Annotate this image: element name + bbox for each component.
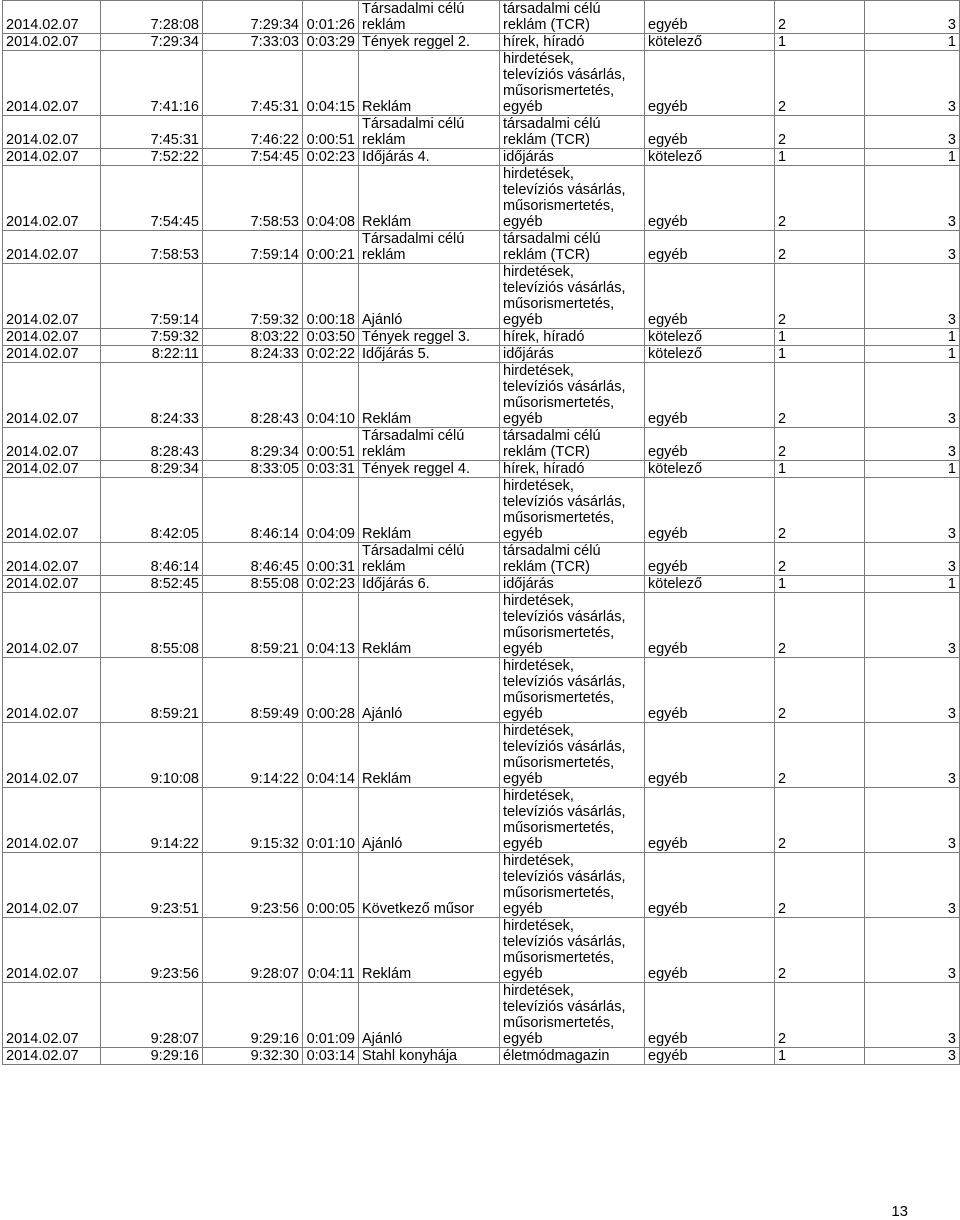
table-row: [3, 853, 960, 918]
end-time-cell: 8:59:49: [203, 658, 303, 723]
start-time-cell: 9:28:07: [101, 983, 203, 1048]
date-cell: 2014.02.07: [3, 264, 101, 329]
category-cell: egyéb: [645, 1048, 775, 1065]
table-row: [3, 658, 960, 723]
genre-cell: időjárás: [500, 149, 645, 166]
code-a-cell: 2: [775, 428, 865, 461]
program-title-cell: Időjárás 5.: [359, 346, 500, 363]
table-row: [3, 461, 960, 478]
table-row: [3, 264, 960, 329]
category-cell: egyéb: [645, 166, 775, 231]
code-a-cell: 1: [775, 1048, 865, 1065]
genre-cell: időjárás: [500, 346, 645, 363]
code-b-cell: 3: [865, 166, 960, 231]
program-title-cell: Társadalmi célú reklám: [359, 428, 500, 461]
code-b-cell: 1: [865, 34, 960, 51]
table-row: [3, 329, 960, 346]
code-a-cell: 2: [775, 788, 865, 853]
start-time-cell: 7:45:31: [101, 116, 203, 149]
code-b-cell: 3: [865, 116, 960, 149]
program-title-cell: Reklám: [359, 166, 500, 231]
end-time-cell: 8:29:34: [203, 428, 303, 461]
code-b-cell: 3: [865, 543, 960, 576]
date-cell: 2014.02.07: [3, 329, 101, 346]
duration-cell: 0:04:10: [303, 363, 359, 428]
end-time-cell: 7:59:32: [203, 264, 303, 329]
start-time-cell: 8:22:11: [101, 346, 203, 363]
broadcast-log-body: [3, 1, 960, 1065]
genre-cell: hirdetések, televíziós vásárlás, műsorismertetés, egyéb: [500, 723, 645, 788]
duration-cell: 0:01:10: [303, 788, 359, 853]
end-time-cell: 7:45:31: [203, 51, 303, 116]
table-row: [3, 788, 960, 853]
genre-cell: időjárás: [500, 576, 645, 593]
genre-cell: hirdetések, televíziós vásárlás, műsorismertetés, egyéb: [500, 264, 645, 329]
code-b-cell: 3: [865, 723, 960, 788]
code-a-cell: 2: [775, 478, 865, 543]
duration-cell: 0:04:14: [303, 723, 359, 788]
code-a-cell: 2: [775, 116, 865, 149]
code-a-cell: 2: [775, 264, 865, 329]
start-time-cell: 9:14:22: [101, 788, 203, 853]
code-b-cell: 3: [865, 593, 960, 658]
date-cell: 2014.02.07: [3, 576, 101, 593]
code-a-cell: 2: [775, 51, 865, 116]
start-time-cell: 7:59:32: [101, 329, 203, 346]
program-title-cell: Tények reggel 2.: [359, 34, 500, 51]
code-a-cell: 2: [775, 543, 865, 576]
duration-cell: 0:00:31: [303, 543, 359, 576]
table-row: [3, 576, 960, 593]
category-cell: kötelező: [645, 329, 775, 346]
code-b-cell: 3: [865, 1, 960, 34]
program-title-cell: Társadalmi célú reklám: [359, 116, 500, 149]
broadcast-log-table: [2, 0, 960, 1065]
end-time-cell: 8:24:33: [203, 346, 303, 363]
duration-cell: 0:04:09: [303, 478, 359, 543]
table-row: [3, 51, 960, 116]
duration-cell: 0:03:31: [303, 461, 359, 478]
table-row: [3, 34, 960, 51]
program-title-cell: Ajánló: [359, 983, 500, 1048]
duration-cell: 0:00:51: [303, 428, 359, 461]
code-b-cell: 3: [865, 853, 960, 918]
code-b-cell: 3: [865, 363, 960, 428]
end-time-cell: 7:29:34: [203, 1, 303, 34]
table-row: [3, 166, 960, 231]
category-cell: egyéb: [645, 428, 775, 461]
category-cell: egyéb: [645, 723, 775, 788]
code-b-cell: 3: [865, 918, 960, 983]
genre-cell: társadalmi célú reklám (TCR): [500, 428, 645, 461]
code-a-cell: 1: [775, 346, 865, 363]
date-cell: 2014.02.07: [3, 478, 101, 543]
table-row: [3, 543, 960, 576]
start-time-cell: 7:52:22: [101, 149, 203, 166]
genre-cell: társadalmi célú reklám (TCR): [500, 543, 645, 576]
date-cell: 2014.02.07: [3, 346, 101, 363]
genre-cell: hírek, híradó: [500, 329, 645, 346]
code-a-cell: 2: [775, 593, 865, 658]
end-time-cell: 9:32:30: [203, 1048, 303, 1065]
code-a-cell: 2: [775, 658, 865, 723]
page-number: 13: [891, 1203, 908, 1220]
program-title-cell: Tények reggel 4.: [359, 461, 500, 478]
end-time-cell: 9:29:16: [203, 983, 303, 1048]
code-b-cell: 1: [865, 461, 960, 478]
category-cell: kötelező: [645, 34, 775, 51]
duration-cell: 0:03:50: [303, 329, 359, 346]
category-cell: egyéb: [645, 593, 775, 658]
program-title-cell: Tények reggel 3.: [359, 329, 500, 346]
table-row: [3, 918, 960, 983]
genre-cell: hirdetések, televíziós vásárlás, műsorismertetés, egyéb: [500, 853, 645, 918]
code-a-cell: 1: [775, 149, 865, 166]
category-cell: egyéb: [645, 918, 775, 983]
start-time-cell: 7:28:08: [101, 1, 203, 34]
start-time-cell: 8:59:21: [101, 658, 203, 723]
date-cell: 2014.02.07: [3, 51, 101, 116]
duration-cell: 0:04:08: [303, 166, 359, 231]
category-cell: egyéb: [645, 231, 775, 264]
category-cell: egyéb: [645, 853, 775, 918]
program-title-cell: Reklám: [359, 593, 500, 658]
code-b-cell: 3: [865, 658, 960, 723]
duration-cell: 0:00:05: [303, 853, 359, 918]
end-time-cell: 7:46:22: [203, 116, 303, 149]
end-time-cell: 7:58:53: [203, 166, 303, 231]
end-time-cell: 8:55:08: [203, 576, 303, 593]
table-row: [3, 149, 960, 166]
category-cell: egyéb: [645, 116, 775, 149]
date-cell: 2014.02.07: [3, 983, 101, 1048]
start-time-cell: 8:42:05: [101, 478, 203, 543]
duration-cell: 0:01:09: [303, 983, 359, 1048]
code-b-cell: 3: [865, 264, 960, 329]
code-a-cell: 2: [775, 918, 865, 983]
code-a-cell: 2: [775, 166, 865, 231]
category-cell: kötelező: [645, 461, 775, 478]
table-row: [3, 478, 960, 543]
date-cell: 2014.02.07: [3, 853, 101, 918]
category-cell: egyéb: [645, 1, 775, 34]
code-a-cell: 2: [775, 231, 865, 264]
category-cell: kötelező: [645, 346, 775, 363]
duration-cell: 0:02:22: [303, 346, 359, 363]
genre-cell: hirdetések, televíziós vásárlás, műsorismertetés, egyéb: [500, 788, 645, 853]
duration-cell: 0:04:15: [303, 51, 359, 116]
genre-cell: hirdetések, televíziós vásárlás, műsorismertetés, egyéb: [500, 918, 645, 983]
start-time-cell: 8:46:14: [101, 543, 203, 576]
duration-cell: 0:03:29: [303, 34, 359, 51]
code-a-cell: 1: [775, 329, 865, 346]
category-cell: egyéb: [645, 543, 775, 576]
start-time-cell: 9:29:16: [101, 1048, 203, 1065]
code-a-cell: 1: [775, 576, 865, 593]
category-cell: egyéb: [645, 51, 775, 116]
category-cell: egyéb: [645, 363, 775, 428]
end-time-cell: 8:28:43: [203, 363, 303, 428]
end-time-cell: 9:14:22: [203, 723, 303, 788]
date-cell: 2014.02.07: [3, 788, 101, 853]
program-title-cell: Társadalmi célú reklám: [359, 231, 500, 264]
end-time-cell: 8:03:22: [203, 329, 303, 346]
genre-cell: hirdetések, televíziós vásárlás, műsorismertetés, egyéb: [500, 983, 645, 1048]
category-cell: egyéb: [645, 983, 775, 1048]
genre-cell: társadalmi célú reklám (TCR): [500, 1, 645, 34]
date-cell: 2014.02.07: [3, 658, 101, 723]
date-cell: 2014.02.07: [3, 1, 101, 34]
category-cell: kötelező: [645, 576, 775, 593]
program-title-cell: Ajánló: [359, 658, 500, 723]
duration-cell: 0:00:28: [303, 658, 359, 723]
duration-cell: 0:02:23: [303, 149, 359, 166]
genre-cell: társadalmi célú reklám (TCR): [500, 231, 645, 264]
date-cell: 2014.02.07: [3, 543, 101, 576]
date-cell: 2014.02.07: [3, 593, 101, 658]
end-time-cell: 7:54:45: [203, 149, 303, 166]
end-time-cell: 8:46:14: [203, 478, 303, 543]
program-title-cell: Időjárás 6.: [359, 576, 500, 593]
program-title-cell: Reklám: [359, 478, 500, 543]
table-row: [3, 346, 960, 363]
genre-cell: hirdetések, televíziós vásárlás, műsorismertetés, egyéb: [500, 478, 645, 543]
start-time-cell: 9:23:51: [101, 853, 203, 918]
genre-cell: hirdetések, televíziós vásárlás, műsorismertetés, egyéb: [500, 593, 645, 658]
code-b-cell: 3: [865, 983, 960, 1048]
start-time-cell: 8:29:34: [101, 461, 203, 478]
table-row: [3, 1048, 960, 1065]
end-time-cell: 7:33:03: [203, 34, 303, 51]
program-title-cell: Társadalmi célú reklám: [359, 1, 500, 34]
code-a-cell: 2: [775, 983, 865, 1048]
start-time-cell: 7:54:45: [101, 166, 203, 231]
genre-cell: hírek, híradó: [500, 34, 645, 51]
date-cell: 2014.02.07: [3, 1048, 101, 1065]
code-b-cell: 3: [865, 788, 960, 853]
date-cell: 2014.02.07: [3, 166, 101, 231]
code-a-cell: 2: [775, 723, 865, 788]
date-cell: 2014.02.07: [3, 149, 101, 166]
program-title-cell: Ajánló: [359, 788, 500, 853]
code-a-cell: 2: [775, 363, 865, 428]
code-b-cell: 1: [865, 576, 960, 593]
start-time-cell: 8:28:43: [101, 428, 203, 461]
program-title-cell: Időjárás 4.: [359, 149, 500, 166]
end-time-cell: 8:59:21: [203, 593, 303, 658]
table-row: [3, 116, 960, 149]
duration-cell: 0:04:13: [303, 593, 359, 658]
start-time-cell: 9:10:08: [101, 723, 203, 788]
date-cell: 2014.02.07: [3, 116, 101, 149]
start-time-cell: 7:29:34: [101, 34, 203, 51]
date-cell: 2014.02.07: [3, 231, 101, 264]
table-row: [3, 428, 960, 461]
program-title-cell: Reklám: [359, 918, 500, 983]
code-a-cell: 2: [775, 1, 865, 34]
category-cell: kötelező: [645, 149, 775, 166]
start-time-cell: 9:23:56: [101, 918, 203, 983]
program-title-cell: Reklám: [359, 723, 500, 788]
end-time-cell: 8:46:45: [203, 543, 303, 576]
code-b-cell: 3: [865, 231, 960, 264]
end-time-cell: 7:59:14: [203, 231, 303, 264]
program-title-cell: Ajánló: [359, 264, 500, 329]
date-cell: 2014.02.07: [3, 363, 101, 428]
date-cell: 2014.02.07: [3, 461, 101, 478]
program-title-cell: Következő műsor: [359, 853, 500, 918]
start-time-cell: 7:41:16: [101, 51, 203, 116]
date-cell: 2014.02.07: [3, 723, 101, 788]
category-cell: egyéb: [645, 788, 775, 853]
genre-cell: hirdetések, televíziós vásárlás, műsorismertetés, egyéb: [500, 51, 645, 116]
start-time-cell: 7:58:53: [101, 231, 203, 264]
start-time-cell: 8:55:08: [101, 593, 203, 658]
program-title-cell: Stahl konyhája: [359, 1048, 500, 1065]
table-row: [3, 363, 960, 428]
genre-cell: hirdetések, televíziós vásárlás, műsorismertetés, egyéb: [500, 166, 645, 231]
date-cell: 2014.02.07: [3, 34, 101, 51]
genre-cell: hírek, híradó: [500, 461, 645, 478]
table-row: [3, 593, 960, 658]
genre-cell: életmódmagazin: [500, 1048, 645, 1065]
code-b-cell: 3: [865, 1048, 960, 1065]
program-title-cell: Reklám: [359, 51, 500, 116]
duration-cell: 0:03:14: [303, 1048, 359, 1065]
table-row: [3, 231, 960, 264]
end-time-cell: 9:15:32: [203, 788, 303, 853]
code-a-cell: 2: [775, 853, 865, 918]
program-title-cell: Társadalmi célú reklám: [359, 543, 500, 576]
duration-cell: 0:00:18: [303, 264, 359, 329]
code-a-cell: 1: [775, 34, 865, 51]
code-b-cell: 1: [865, 346, 960, 363]
code-b-cell: 3: [865, 478, 960, 543]
end-time-cell: 8:33:05: [203, 461, 303, 478]
program-title-cell: Reklám: [359, 363, 500, 428]
code-b-cell: 1: [865, 149, 960, 166]
start-time-cell: 8:52:45: [101, 576, 203, 593]
code-b-cell: 3: [865, 428, 960, 461]
end-time-cell: 9:23:56: [203, 853, 303, 918]
category-cell: egyéb: [645, 658, 775, 723]
category-cell: egyéb: [645, 264, 775, 329]
start-time-cell: 7:59:14: [101, 264, 203, 329]
duration-cell: 0:04:11: [303, 918, 359, 983]
genre-cell: társadalmi célú reklám (TCR): [500, 116, 645, 149]
duration-cell: 0:00:51: [303, 116, 359, 149]
code-b-cell: 1: [865, 329, 960, 346]
genre-cell: hirdetések, televíziós vásárlás, műsorismertetés, egyéb: [500, 363, 645, 428]
category-cell: egyéb: [645, 478, 775, 543]
date-cell: 2014.02.07: [3, 428, 101, 461]
duration-cell: 0:00:21: [303, 231, 359, 264]
genre-cell: hirdetések, televíziós vásárlás, műsorismertetés, egyéb: [500, 658, 645, 723]
code-a-cell: 1: [775, 461, 865, 478]
duration-cell: 0:02:23: [303, 576, 359, 593]
table-row: [3, 723, 960, 788]
start-time-cell: 8:24:33: [101, 363, 203, 428]
end-time-cell: 9:28:07: [203, 918, 303, 983]
duration-cell: 0:01:26: [303, 1, 359, 34]
table-row: [3, 1, 960, 34]
date-cell: 2014.02.07: [3, 918, 101, 983]
code-b-cell: 3: [865, 51, 960, 116]
table-row: [3, 983, 960, 1048]
